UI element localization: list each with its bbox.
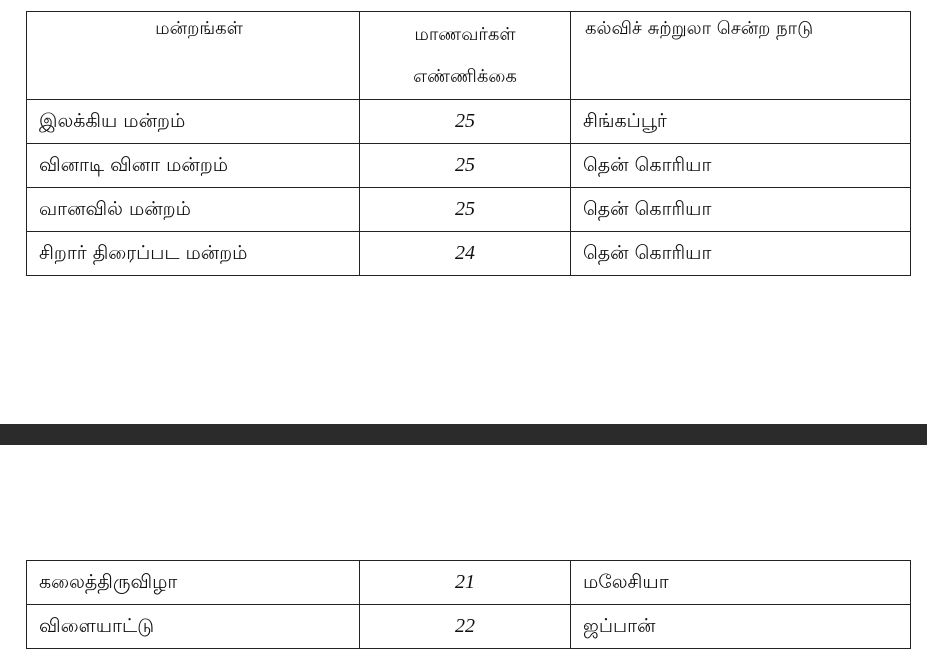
header-student-count-line2: எண்ணிக்கை <box>413 66 517 87</box>
header-country: கல்விச் சுற்றுலா சென்ற நாடு <box>571 12 911 100</box>
header-clubs: மன்றங்கள் <box>27 12 360 100</box>
club-name: சிறார் திரைப்பட மன்றம் <box>27 232 360 276</box>
club-name: விளையாட்டு <box>27 605 360 649</box>
page-divider-bar <box>0 424 927 445</box>
student-count: 25 <box>360 188 571 232</box>
table-row <box>27 188 911 232</box>
country-name: தென் கொரியா <box>571 188 911 232</box>
student-count: 25 <box>360 144 571 188</box>
table-row <box>27 100 911 144</box>
country-name: தென் கொரியா <box>571 144 911 188</box>
country-name: மலேசியா <box>571 561 911 605</box>
clubs-table-bottom <box>26 560 911 649</box>
header-student-count-line1: மாணவர்கள் <box>414 24 516 45</box>
student-count: 21 <box>360 561 571 605</box>
country-name: சிங்கப்பூர் <box>571 100 911 144</box>
student-count: 24 <box>360 232 571 276</box>
header-student-count <box>360 12 571 100</box>
table-header-row <box>27 12 911 100</box>
table-row <box>27 232 911 276</box>
table-row <box>27 144 911 188</box>
club-name: வானவில் மன்றம் <box>27 188 360 232</box>
country-name: ஜப்பான் <box>571 605 911 649</box>
club-name: கலைத்திருவிழா <box>27 561 360 605</box>
student-count: 25 <box>360 100 571 144</box>
student-count: 22 <box>360 605 571 649</box>
club-name: வினாடி வினா மன்றம் <box>27 144 360 188</box>
country-name: தென் கொரியா <box>571 232 911 276</box>
club-name: இலக்கிய மன்றம் <box>27 100 360 144</box>
table-row <box>27 561 911 605</box>
table-row <box>27 605 911 649</box>
clubs-table-top <box>26 11 911 276</box>
